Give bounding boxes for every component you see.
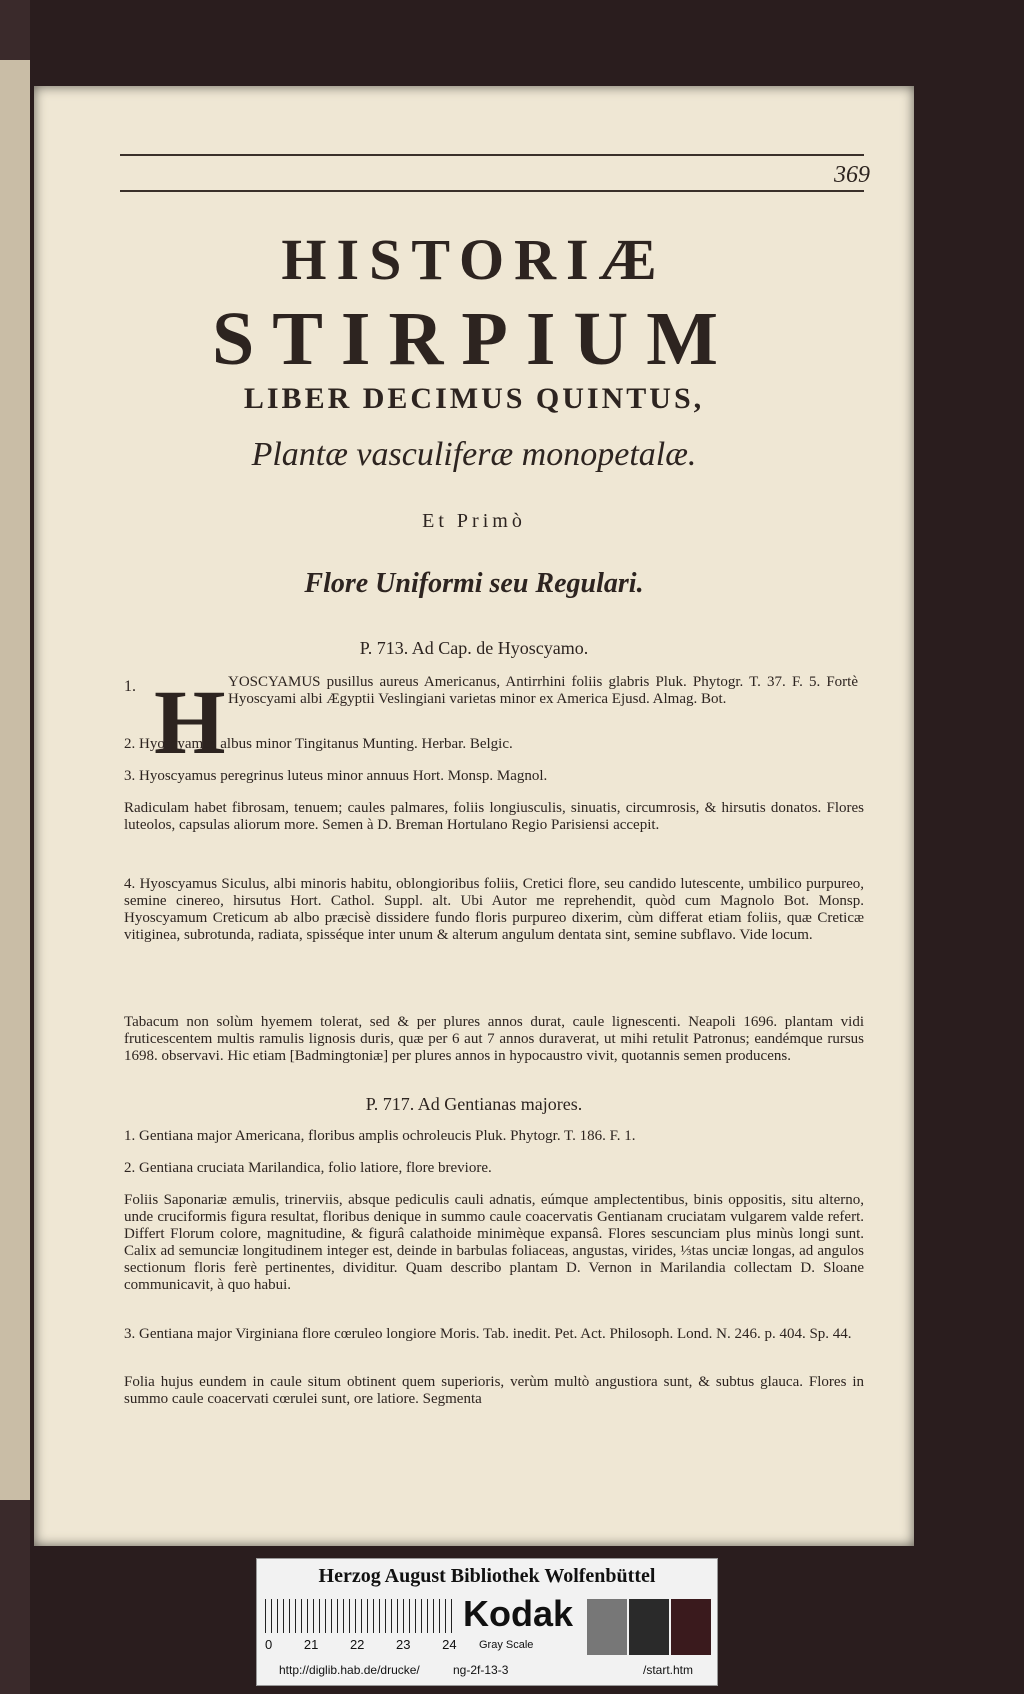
dark-swatch	[629, 1599, 669, 1655]
top-rule	[120, 154, 864, 156]
tick-label: 24	[442, 1637, 457, 1652]
gray-swatch	[587, 1599, 627, 1655]
gentiana-3-text: 3. Gentiana major Virginiana flore cœruleo longiore Moris. Tab. inedit. Pet. Act. Philosoph. Lond. N. 246. p. 404. Sp. 44.	[124, 1326, 852, 1342]
gentiana-3-description: Folia hujus eundem in caule situm obtinent quem superioris, verùm multò angustiora sunt, & subtus glauca. Flores in summo caule coacervati cœrulei sunt, ore latiore. Segmenta	[124, 1374, 864, 1407]
gray-scale-label: Gray Scale	[479, 1639, 534, 1651]
item-number: 1.	[124, 678, 136, 695]
item-3-text: 3. Hyoscyamus peregrinus luteus minor annuus Hort. Monsp. Magnol.	[124, 768, 548, 784]
item-4-text: 4. Hyoscyamus Siculus, albi minoris habitu, oblongioribus foliis, Cretici flore, seu candido lutescente, umbilico purpureo, semine cinereo, hirsutus Hort. Cathol. Suppl. alt. Ubi Autor me reprehendit, quòd cum Magnolo Bot. Monsp. Hyoscyamum Creticum ab albo præcisè dissidere fundo floris purpureo dixerim, cùm differat etiam foliis, quæ Creticæ vitiginea, subrotunda, radiata, spisséque inter unum & alterum angulum dentata sint, semine subflavo. Vide locum.	[124, 876, 864, 943]
drop-cap: H	[154, 671, 226, 773]
shelf-code: ng-2f-13-3	[453, 1663, 509, 1677]
tick-label: 21	[303, 1637, 319, 1652]
gentiana-2-description: Foliis Saponariæ æmulis, trinerviis, absque pediculis cauli adnatis, eúmque amplectentibus, binis oppositis, situ alterno, unde cruciformis figura resultat, floribus denique in summo caule coacervatis Gentianam cruciatam vulgarem valde refert. Differt Florum colore, magnitudine, & figurâ calathoide minimèque expansâ. Flores sescunciam plus minùs longi sunt. Calix ad semunciæ longitudinem integer est, deinde in barbulas foliaceas, angustas, virides, ⅓tas unciæ longas, ad angulos sectionum floris ferè pertinentes, dividitur. Quam describo plantam D. Vernon in Marilandia collectam D. Sloane communicavit, à quo habui.	[124, 1192, 864, 1293]
start-link: /start.htm	[643, 1663, 694, 1677]
section-heading-hyoscyamo: P. 713. Ad Cap. de Hyoscyamo.	[359, 638, 589, 658]
title-et-primo: Et Primò	[422, 510, 526, 532]
item-1-text: YOSCYAMUS pusillus aureus Americanus, Antirrhini foliis glabris Pluk. Phytogr. T. 37. F. 5. Fortè Hyoscyami albi Ægyptii Veslingiani varietas minor ex America Ejusd. Almag. Bot.	[228, 674, 858, 707]
source-url: http://diglib.hab.de/drucke/	[279, 1663, 420, 1677]
kodak-logo: Kodak	[463, 1593, 574, 1634]
gentiana-1-text: 1. Gentiana major Americana, floribus amplis ochroleucis Pluk. Phytogr. T. 186. F. 1.	[124, 1128, 636, 1144]
gentiana-2-text: 2. Gentiana cruciata Marilandica, folio latiore, flore breviore.	[124, 1160, 492, 1176]
book-page	[34, 86, 914, 1546]
maroon-swatch	[671, 1599, 711, 1655]
item-2-text: 2. Hyoscyamus albus minor Tingitanus Munting. Herbar. Belgic.	[124, 736, 513, 752]
measurement-ruler	[265, 1599, 455, 1633]
tick-label: 0	[265, 1637, 273, 1652]
facing-page-edge	[0, 60, 30, 1500]
title-stirpium: STIRPIUM	[211, 297, 737, 381]
title-historiae: HISTORIÆ	[281, 227, 667, 292]
item-3-description: Radiculam habet fibrosam, tenuem; caules palmares, foliis longiusculis, sinuatis, circumrosis, & hirsutis donatos. Flores luteolos, capsulas aliorum more. Semen à D. Breman Hortulano Regio Parisiensi accepit.	[124, 800, 864, 833]
title-flore: Flore Uniformi seu Regulari.	[304, 568, 644, 599]
page-number: 369	[834, 162, 870, 188]
tick-label: 22	[349, 1637, 365, 1652]
tick-label: 23	[396, 1637, 411, 1652]
title-plantae: Plantæ vasculiferæ monopetalæ.	[251, 436, 697, 473]
archive-label	[256, 1558, 718, 1686]
top-rule-2	[120, 190, 864, 192]
section-heading-gentianas: P. 717. Ad Gentianas majores.	[365, 1094, 583, 1114]
library-name: Herzog August Bibliothek Wolfenbüttel	[318, 1565, 656, 1587]
tabacum-paragraph: Tabacum non solùm hyemem tolerat, sed & per plures annos durat, caule lignescenti. Neapoli 1696. plantam vidi fruticescentem multis ramulis lignosis duris, quæ per 6 aut 7 annos duraverat, ut mihi retulit Patronus; eandémque rursus 1698. observavi. Hic etiam [Badmingtoniæ] per plures annos in hypocaustro vivit, quotannis semen producens.	[124, 1014, 864, 1064]
title-liber: LIBER DECIMUS QUINTUS,	[243, 382, 705, 415]
ruler-ticks	[265, 1637, 485, 1652]
